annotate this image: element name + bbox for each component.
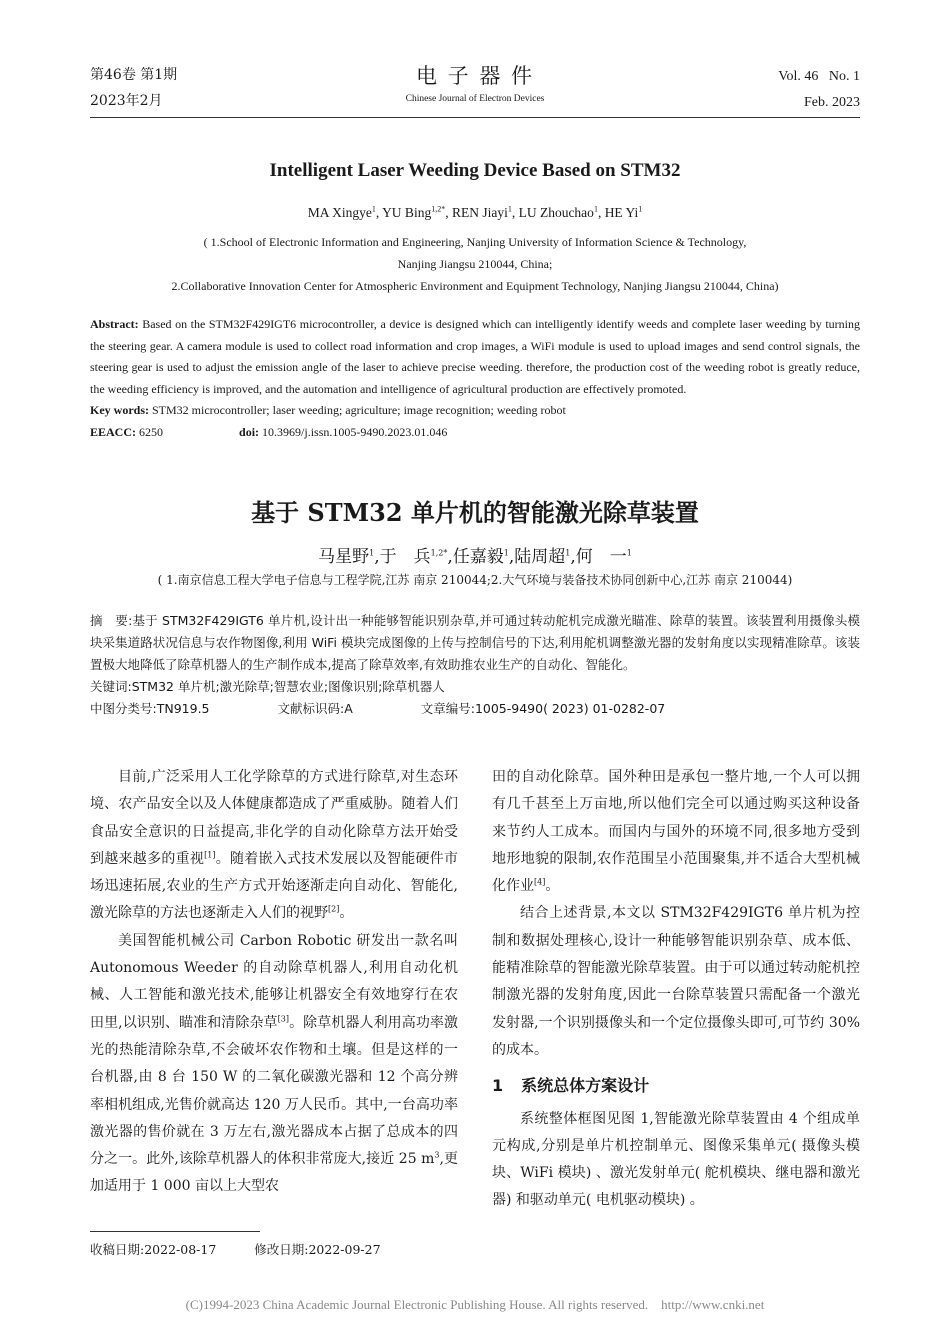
author-zh: 任嘉毅 bbox=[452, 547, 504, 567]
citation-ref: [3] bbox=[277, 1014, 289, 1024]
superscript: 3 bbox=[434, 1150, 440, 1160]
author-mark: 1,2* bbox=[430, 548, 448, 558]
received-date: 收稿日期:2022-08-17 bbox=[90, 1242, 217, 1257]
abstract-label-zh: 摘 要: bbox=[90, 613, 133, 628]
header-rule bbox=[90, 117, 860, 118]
body-right-column bbox=[492, 764, 860, 1215]
paragraph bbox=[492, 1106, 860, 1215]
authors-en: MA Xingye$^1$, YU Bing$^{1,2*}$, REN Jiayi$^1$, LU Zhouchao$^1$, HE Yi$^1$ bbox=[307, 204, 643, 220]
author-mark: 1,2* bbox=[431, 204, 446, 214]
author-mark: 1 bbox=[503, 548, 509, 558]
paragraph-text: 美国智能机械公司 Carbon Robotic 研发出一款名叫 Autonomous Weeder 的自动除草机器人,利用自动化机械、人工智能和激光技术,能够让机器安全有效地穿行在农田里,以识别、瞄准和清除杂草 bbox=[90, 932, 458, 1031]
affiliation-en-1b: Nanjing Jiangsu 210044, China; bbox=[397, 257, 553, 271]
author-zh: 于 兵 bbox=[379, 547, 431, 567]
author-zh: 马星野 bbox=[318, 547, 370, 567]
doccode-label: 文献标识码: bbox=[277, 701, 345, 716]
author-mark: 1 bbox=[593, 204, 598, 214]
abstract-zh bbox=[90, 610, 860, 720]
keywords-text-en: STM32 microcontroller; laser weeding; agriculture; image recognition; weeding robot bbox=[149, 403, 566, 417]
paper-title-en: Intelligent Laser Weeding Device Based on STM32 bbox=[269, 160, 681, 181]
affiliation-en-1a: ( 1.School of Electronic Information and Engineering, Nanjing University of Information Science & Technology, bbox=[203, 235, 747, 249]
author-en: MA Xingye bbox=[307, 205, 372, 220]
author-mark: 1 bbox=[565, 548, 571, 558]
keywords-label-zh: 关键词: bbox=[90, 679, 132, 694]
abstract-text-en: Based on the STM32F429IGT6 microcontroller, a device is designed which can intelligently identify weeds and complete laser weeding by turning the steering gear. A camera module is used to collect road information and crop images, a WiFi module is used to upload images and send control signals, the steering gear is used to adjust the emission angle of the laser to achieve precise weeding. therefore, the production cost of the weeding robot is greatly reduce, the weeding efficiency is improved, and the automation and intelligence of agricultural production are effectively promoted. bbox=[90, 317, 860, 396]
doccode-value: A bbox=[344, 701, 353, 716]
paragraph-text: 。随着嵌入式技术发展以及智能硬件市场迅速拓展,农业的生产方式开始逐渐走向自动化、智能化,激光除草的方法也逐渐走入人们的视野 bbox=[90, 850, 459, 922]
authors-zh: 马星野$^1$,于 兵$^{1,2*}$,任嘉毅$^1$,陆周超$^1$,何 一$^1$ bbox=[318, 547, 632, 567]
paragraph bbox=[492, 900, 860, 1064]
eeacc-label: EEACC: bbox=[90, 424, 137, 439]
header-volume-issue: 第46卷 第1期 bbox=[90, 67, 178, 83]
clc-label: 中图分类号: bbox=[90, 701, 157, 716]
affiliation-zh: ( 1.南京信息工程大学电子信息与工程学院,江苏 南京 210044;2.大气环境与装备技术协同创新中心,江苏 南京 210044) bbox=[157, 573, 793, 587]
journal-name-cn: 电 子 器 件 bbox=[415, 64, 535, 88]
header-vol-no: Vol. 46 No. 1 bbox=[778, 69, 860, 84]
paragraph bbox=[90, 928, 458, 1201]
doi-value: 10.3969/j.issn.1005-9490.2023.01.046 bbox=[259, 424, 448, 439]
citation-ref: [2] bbox=[328, 904, 340, 914]
footnote-rule bbox=[90, 1231, 260, 1232]
paragraph-text: ,更加适用于 1 000 亩以上大型农 bbox=[90, 1151, 459, 1195]
author-mark: 1 bbox=[369, 548, 375, 558]
section-number: 1 bbox=[492, 1076, 504, 1096]
citation-ref: [4] bbox=[534, 877, 546, 887]
paper-title-zh: 基于 STM32 单片机的智能激光除草装置 bbox=[251, 498, 699, 527]
paragraph-text: 目前,广泛采用人工化学除草的方式进行除草,对生态环境、农产品安全以及人体健康都造成了严重威胁。随着人们食品安全意识的日益提高,非化学的自动化除草方法开始受到越来越多的重视 bbox=[90, 769, 458, 867]
author-en: YU Bing bbox=[382, 205, 432, 220]
doi-label: doi: bbox=[239, 424, 260, 439]
paragraph-text: 田的自动化除草。国外种田是承包一整片地,一个人可以拥有几千甚至上万亩地,所以他们完全可以通过购买这种设备来节约人工成本。而国内与国外的环境不同,很多地方受到地形地貌的限制,农作范围呈小范围聚集,并不适合大型机械化作业 bbox=[492, 769, 860, 895]
paragraph-text: 。除草机器人利用高功率激光的热能清除杂草,不会破坏农作物和土壤。但是这样的一台机器,由 8 台 150 W 的二氧化碳激光器和 12 个高分辨率相机组成,光售价就高达 120 万人民币。其中,一台高功率激光器的售价就在 3 万左右,激光器成本占据了总成本的四分之一。此外,该除草机器人的体积非常庞大,接近 25 m bbox=[90, 1014, 459, 1168]
article-no-label: 文章编号: bbox=[420, 701, 475, 716]
citation-ref: [1] bbox=[204, 850, 216, 860]
paragraph: 田的自动化除草。国外种田是承包一整片地,一个人可以拥有几千甚至上万亩地,所以他们完全可以通过购买这种设备来节约人工成本。而国内与国外的环境不同,很多地方受到地形地貌的限制,农作范围呈小范围聚集,并不适合大型机械化作业[4]。 bbox=[492, 769, 860, 895]
header-date-cn: 2023年2月 bbox=[90, 93, 163, 109]
paragraph-text: 结合上述背景,本文以 STM32F429IGT6 单片机为控制和数据处理核心,设计一种能够智能识别杂草、成本低、能精准除草的智能激光除草装置。由于可以通过转动舵机控制激光器的发射角度,因此一台除草装置只需配备一个激光发射器,一个识别摄像头和一个定位摄像头即可,可节约 30%的成本。 bbox=[492, 905, 860, 1058]
author-zh: 何 一 bbox=[575, 547, 627, 567]
clc-value: TN919.5 bbox=[156, 701, 210, 716]
abstract-en bbox=[90, 314, 860, 443]
journal-name-en: Chinese Journal of Electron Devices bbox=[405, 94, 545, 104]
abstract-label-en: Abstract: bbox=[90, 317, 139, 331]
keywords-label-en: Key words: bbox=[90, 403, 149, 417]
body-left-column bbox=[90, 764, 458, 1201]
abstract-text-zh: 基于 STM32F429IGT6 单片机,设计出一种能够智能识别杂草,并可通过转动舵机完成激光瞄准、除草的装置。该装置利用摄像头模块采集道路状况信息与农作物图像,利用 WiFi 模块完成图像的上传与控制信号的下达,利用舵机调整激光器的发射角度以实现精准除草。该装置极大地降低了除草机器人的生产制作成本,提高了除草效率,有效助推农业生产的自动化、智能化。 bbox=[90, 613, 860, 672]
keywords-text-zh: STM32 单片机;激光除草;智慧农业;图像识别;除草机器人 bbox=[131, 679, 445, 694]
author-en: LU Zhouchao bbox=[518, 205, 594, 220]
author-zh: 陆周超 bbox=[514, 547, 566, 567]
author-en: REN Jiayi bbox=[451, 205, 508, 220]
header-date-en: Feb. 2023 bbox=[804, 95, 860, 110]
author-mark: 1 bbox=[507, 204, 512, 214]
author-mark: 1 bbox=[626, 548, 632, 558]
author-en: HE Yi bbox=[604, 205, 639, 220]
author-mark: 1 bbox=[371, 204, 376, 214]
paragraph: 目前,广泛采用人工化学除草的方式进行除草,对生态环境、农产品安全以及人体健康都造成了严重威胁。随着人们食品安全意识的日益提高,非化学的自动化除草方法开始受到越来越多的重视[1]。随着嵌入式技术发展以及智能硬件市场迅速拓展,农业的生产方式开始逐渐走向自动化、智能化,激光除草的方法也逐渐走入人们的视野[2]。 bbox=[90, 769, 459, 922]
eeacc-value: 6250 bbox=[136, 424, 164, 439]
revised-date: 修改日期:2022-09-27 bbox=[254, 1242, 381, 1257]
affiliation-en-2: 2.Collaborative Innovation Center for Atmospheric Environment and Equipment Technology, Nanjing Jiangsu 210044, China) bbox=[171, 279, 779, 293]
author-mark: 1 bbox=[638, 204, 643, 214]
footnote bbox=[90, 1240, 381, 1258]
section-heading bbox=[492, 1072, 860, 1099]
article-no-value: 1005-9490( 2023) 01-0282-07 bbox=[474, 701, 666, 716]
copyright-line: (C)1994-2023 China Academic Journal Electronic Publishing House. All rights reserved. http://www.cnki.net bbox=[185, 1297, 765, 1312]
section-title: 系统总体方案设计 bbox=[521, 1076, 650, 1096]
paragraph-text: 系统整体框图见图 1,智能激光除草装置由 4 个组成单元构成,分别是单片机控制单元、图像采集单元( 摄像头模块、WiFi 模块) 、激光发射单元( 舵机模块、继电器和激光器) 和驱动单元( 电机驱动模块) 。 bbox=[492, 1110, 860, 1209]
